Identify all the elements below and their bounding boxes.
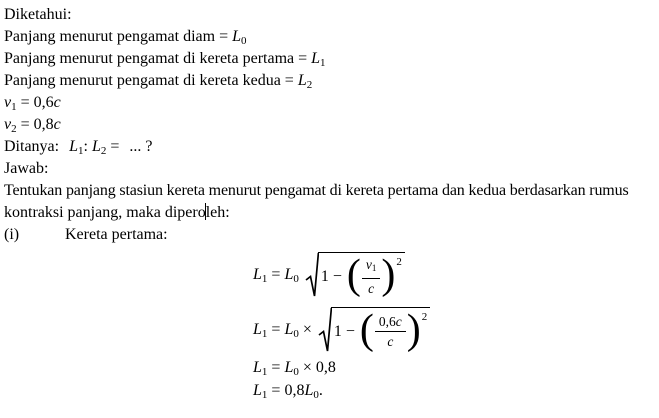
equals-sign: = <box>271 358 281 376</box>
math-term <box>4 116 17 133</box>
equals-sign: = <box>271 265 281 283</box>
fraction-numerator <box>362 257 381 279</box>
math-subscript: 1 <box>261 272 268 285</box>
times-sign: × <box>302 320 312 338</box>
list-marker: (i) <box>4 226 20 243</box>
jawab-heading <box>4 158 654 180</box>
value-text: 0,8 <box>33 116 54 133</box>
heading-text: Jawab: <box>4 160 49 177</box>
math-term <box>4 94 17 111</box>
math-subscript: 1 <box>261 388 268 401</box>
close-paren: ) <box>406 306 421 353</box>
radical-sign-icon <box>305 252 319 298</box>
math-subscript: 1 <box>78 145 84 157</box>
math-var: L <box>284 265 294 283</box>
math-subscript: 0 <box>241 35 247 47</box>
math-var: L <box>91 138 101 155</box>
list-item-i <box>4 224 654 246</box>
math-var: v <box>4 116 12 133</box>
given-text: Panjang menurut pengamat di kereta pertama <box>4 50 295 67</box>
open-paren: ( <box>346 251 361 298</box>
square-root <box>318 307 430 353</box>
math-subscript: 0 <box>313 388 319 401</box>
given-text: Panjang menurut pengamat di kereta kedua <box>4 72 281 89</box>
math-subscript: 0 <box>293 327 299 340</box>
math-var: v <box>365 257 372 273</box>
colon: : <box>83 138 88 155</box>
equals-sign: = <box>20 116 30 133</box>
times-sign: × <box>302 358 312 376</box>
exponent: 2 <box>396 256 402 268</box>
radicand-lead: 1 − <box>320 267 342 285</box>
math-subscript: 0 <box>293 365 299 378</box>
math-var: c <box>53 94 61 111</box>
velocity-line-2 <box>4 114 654 136</box>
list-item-title: Kereta pertama: <box>65 226 168 243</box>
solution-paragraph-line-1 <box>4 180 654 202</box>
math-var: L <box>69 138 78 155</box>
equation-block <box>253 248 654 404</box>
value-text: 0,8 <box>315 358 336 376</box>
fraction-denominator: c <box>387 333 394 349</box>
given-line-1 <box>4 26 654 48</box>
math-var: L <box>253 320 262 338</box>
math-var: c <box>53 116 61 133</box>
math-subscript: 1 <box>320 57 326 69</box>
equals-sign: = <box>298 50 308 67</box>
math-var: L <box>284 358 294 376</box>
radical-sign-icon <box>318 307 332 353</box>
solution-paragraph-line-2 <box>4 202 654 224</box>
math-var: L <box>253 358 262 376</box>
math-subscript: 1 <box>261 327 268 340</box>
value-text: 0,6 <box>33 94 54 111</box>
equals-sign: = <box>20 94 30 111</box>
math-term <box>34 116 61 133</box>
ellipsis-question: ... ? <box>129 138 153 155</box>
diketahui-heading <box>4 4 654 26</box>
value-text: 0,6 <box>378 314 396 330</box>
math-var: L <box>232 28 241 45</box>
equals-sign: = <box>284 72 294 89</box>
math-term <box>69 138 88 155</box>
equals-sign: = <box>110 138 120 155</box>
fraction <box>362 257 381 296</box>
math-term <box>34 94 61 111</box>
velocity-line-1 <box>4 92 654 114</box>
fraction <box>375 314 406 349</box>
math-subscript: 1 <box>261 365 268 378</box>
equation-lhs <box>253 266 299 285</box>
radicand-lead: 1 − <box>333 322 355 340</box>
math-term <box>298 72 312 89</box>
paragraph-text: kontraksi panjang, maka dipero <box>4 204 206 221</box>
equals-sign: = <box>219 28 229 45</box>
equals-sign: = <box>271 381 281 399</box>
math-subscript: 0 <box>293 272 299 285</box>
equation-4 <box>253 381 654 404</box>
math-var: L <box>253 265 262 283</box>
equation-lhs <box>253 321 312 340</box>
math-subscript: 2 <box>11 123 17 135</box>
ditanya-label: Ditanya: <box>4 138 60 155</box>
math-var: L <box>311 50 321 67</box>
equals-sign: = <box>271 320 281 338</box>
square-root <box>305 252 405 298</box>
given-line-2 <box>4 48 654 70</box>
math-var: c <box>395 314 402 330</box>
radicand <box>318 252 405 298</box>
exponent: 2 <box>421 311 428 323</box>
ditanya-line <box>4 136 654 158</box>
paragraph-text: leh: <box>205 204 230 221</box>
equation-2 <box>253 302 654 358</box>
heading-text: Diketahui: <box>4 6 72 23</box>
math-var: v <box>4 94 12 111</box>
math-subscript: 1 <box>11 101 17 113</box>
math-term <box>311 50 325 67</box>
equation-1 <box>253 248 654 302</box>
value-text: 0,8 <box>284 381 305 399</box>
math-term <box>232 28 246 45</box>
math-subscript: 2 <box>100 145 107 157</box>
close-paren: ) <box>381 251 396 298</box>
given-text: Panjang menurut pengamat diam <box>4 28 216 45</box>
open-paren: ( <box>359 306 374 353</box>
fraction-numerator <box>375 314 406 332</box>
radicand <box>331 307 430 353</box>
paragraph-text: Tentukan panjang stasiun kereta menurut pengamat di kereta pertama dan kedua berdasarkan rumus <box>4 182 629 199</box>
math-var: L <box>253 381 262 399</box>
equation-text <box>253 379 323 407</box>
math-term <box>92 138 106 155</box>
math-var: L <box>297 72 307 89</box>
math-subscript: 1 <box>371 263 377 274</box>
period: . <box>318 381 323 399</box>
math-subscript: 2 <box>306 79 313 91</box>
math-var: L <box>284 320 294 338</box>
math-var: L <box>304 381 314 399</box>
given-line-3 <box>4 70 654 92</box>
fraction-denominator: c <box>368 280 375 296</box>
